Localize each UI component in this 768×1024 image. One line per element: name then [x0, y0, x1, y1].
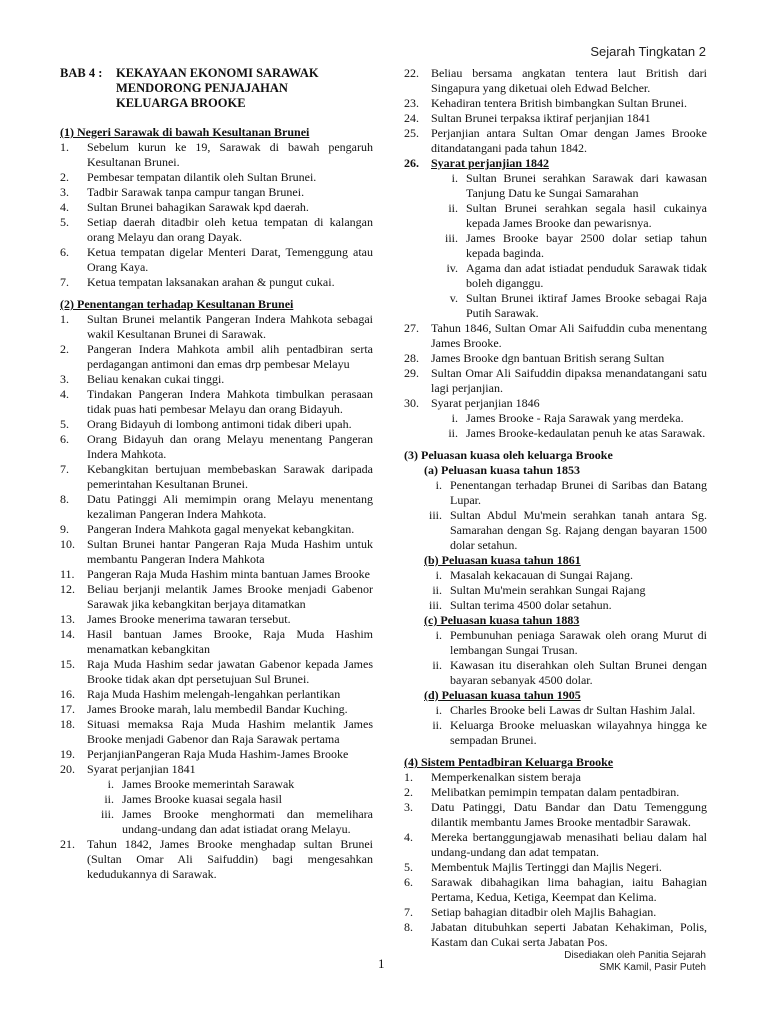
list-item-text: Sultan Brunei terpaksa iktiraf perjanjian 1841 — [431, 111, 651, 125]
list-item-text: PerjanjianPangeran Raja Muda Hashim-James Brooke — [87, 747, 349, 761]
list-item — [404, 785, 707, 800]
chapter-title-text: KEKAYAAN EKONOMI SARAWAK MENDORONG PENJAJAHAN KELUARGA BROOKE — [116, 66, 319, 110]
sub-item-text: Sultan Brunei iktiraf James Brooke sebagai Raja Putih Sarawak. — [466, 291, 707, 320]
chapter-number: BAB 4 : — [60, 66, 103, 80]
list-item — [404, 321, 707, 351]
sub-item — [404, 628, 707, 658]
list-item-number: 5. — [60, 215, 69, 229]
list-item-number: 2. — [60, 170, 69, 184]
sub-item — [404, 291, 707, 321]
list-item-number: 3. — [60, 372, 69, 386]
list-item-text: Ketua tempatan laksanakan arahan & pungut cukai. — [87, 275, 335, 289]
section-3a-heading: (a) Peluasan kuasa tahun 1853 — [424, 463, 581, 477]
section-1-heading: (1) Negeri Sarawak di bawah Kesultanan Brunei — [60, 125, 310, 139]
list-item — [404, 111, 707, 126]
list-item — [404, 905, 707, 920]
list-item-text: Datu Patinggi, Datu Bandar dan Datu Temenggung dilantik membantu James Brooke mentadbir Sarawak. — [431, 800, 707, 829]
list-item-text: Beliau berjanji melantik James Brooke menjadi Gabenor Sarawak jika kebangkitan berjaya ditamatkan — [87, 582, 373, 611]
sub-item-text: Sultan Brunei serahkan segala hasil cukainya kepada James Brooke dan pewarisnya. — [466, 201, 707, 230]
list-item-text: Jabatan ditubuhkan seperti Jabatan Kehakiman, Polis, Kastam dan Cukai serta Jabatan Pos. — [431, 920, 707, 949]
sub-item-text: Sultan Mu'mein serahkan Sungai Rajang — [450, 583, 646, 597]
list-item-text: Tahun 1846, Sultan Omar Ali Saifuddin cuba menentang James Brooke. — [431, 321, 707, 350]
list-item-number: 8. — [60, 492, 69, 506]
sub-item-text: James Brooke-kedaulatan penuh ke atas Sarawak. — [466, 426, 706, 440]
list-item-number: 27. — [404, 321, 419, 335]
sub-item — [404, 568, 707, 583]
sub-item — [404, 478, 707, 508]
list-item-text: Sarawak dibahagikan lima bahagian, iaitu Bahagian Pertama, Kedua, Ketiga, Keempat dan Kelima. — [431, 875, 707, 904]
list-item-number: 15. — [60, 657, 75, 671]
sub-item — [404, 598, 707, 613]
list-item-text: Sultan Brunei melantik Pangeran Indera Mahkota sebagai wakil Kesultanan Brunei di Sarawak. — [87, 312, 373, 341]
list-item-number: 1. — [404, 770, 413, 784]
sub-item — [404, 583, 707, 598]
sub-item-text: James Brooke kuasai segala hasil — [122, 792, 282, 806]
sub-item-text: Keluarga Brooke meluaskan wilayahnya hingga ke sempadan Brunei. — [450, 718, 707, 747]
list-item-number: 6. — [404, 875, 413, 889]
sub-item — [404, 658, 707, 688]
list-item — [60, 275, 373, 290]
list-item-text: Beliau kenakan cukai tinggi. — [87, 372, 225, 386]
sub-item — [404, 508, 707, 553]
sub-item-text: James Brooke memerintah Sarawak — [122, 777, 295, 791]
list-item — [404, 96, 707, 111]
list-item-text: James Brooke marah, lalu membedil Bandar Kuching. — [87, 702, 348, 716]
list-item-text: Raja Muda Hashim melengah-lengahkan perlantikan — [87, 687, 341, 701]
sub-item — [60, 807, 373, 837]
list-item-text: Datu Patinggi Ali memimpin orang Melayu menentang kezaliman Pangeran Indera Mahkota. — [87, 492, 373, 521]
list-item — [404, 800, 707, 830]
list-item — [60, 372, 373, 387]
list-item-number: 28. — [404, 351, 419, 365]
list-item — [60, 612, 373, 627]
list-item — [60, 215, 373, 245]
list-item-number: 3. — [404, 800, 413, 814]
sub-item-numeral: ii. — [432, 658, 442, 672]
list-item-text: Situasi memaksa Raja Muda Hashim melantik James Brooke menjadi Gabenor dan Raja Sarawak pertama — [87, 717, 373, 746]
list-item-number: 10. — [60, 537, 75, 551]
list-item-number: 21. — [60, 837, 75, 851]
section-3b-heading: (b) Peluasan kuasa tahun 1861 — [424, 553, 581, 567]
list-item-number: 5. — [60, 417, 69, 431]
section-3b-list — [404, 568, 707, 613]
list-item — [60, 462, 373, 492]
list-item-number: 6. — [60, 432, 69, 446]
sub-item — [404, 718, 707, 748]
list-item-number: 5. — [404, 860, 413, 874]
list-item-text: Hasil bantuan James Brooke, Raja Muda Hashim menamatkan kebangkitan — [87, 627, 373, 656]
chapter-title — [60, 66, 373, 111]
list-item-number: 4. — [60, 387, 69, 401]
list-item-number: 1. — [60, 140, 69, 154]
list-item — [404, 770, 707, 785]
list-item-number: 2. — [60, 342, 69, 356]
page-footer — [564, 950, 706, 974]
list-item — [60, 170, 373, 185]
list-item — [60, 747, 373, 762]
list-item — [60, 687, 373, 702]
list-item — [404, 830, 707, 860]
list-item — [404, 860, 707, 875]
list-item-text: Ketua tempatan digelar Menteri Darat, Temenggung atau Orang Kaya. — [87, 245, 373, 274]
list-item-text: Pangeran Indera Mahkota ambil alih pentadbiran serta perdagangan antimoni dan emas drp pembesar Melayu — [87, 342, 373, 371]
footer-line-1: Disediakan oleh Panitia Sejarah — [564, 950, 706, 961]
sub-item-numeral: i. — [435, 703, 442, 717]
item-20-subitems — [60, 777, 373, 837]
list-item-number: 19. — [60, 747, 75, 761]
list-item-text: Perjanjian antara Sultan Omar dengan James Brooke ditandatangani pada tahun 1842. — [431, 126, 707, 155]
list-item-number: 6. — [60, 245, 69, 259]
sub-item-numeral: iii. — [428, 508, 442, 522]
section-3a-list — [404, 478, 707, 553]
list-item-text: Sebelum kurun ke 19, Sarawak di bawah pengaruh Kesultanan Brunei. — [87, 140, 373, 169]
list-item-text: Sultan Brunei hantar Pangeran Raja Muda Hashim untuk membantu Pangeran Indera Mahkota — [87, 537, 373, 566]
sub-item-numeral: i. — [435, 478, 442, 492]
list-item — [60, 657, 373, 687]
list-item-number: 22. — [404, 66, 419, 80]
list-item — [60, 702, 373, 717]
list-item-number: 8. — [404, 920, 413, 934]
section-2-continued-b — [404, 321, 707, 411]
section-1-list — [60, 140, 373, 290]
sub-item-text: James Brooke - Raja Sarawak yang merdeka. — [466, 411, 684, 425]
sub-item-numeral: i. — [435, 568, 442, 582]
list-item-number: 1. — [60, 312, 69, 326]
sub-item-text: Charles Brooke beli Lawas dr Sultan Hashim Jalal. — [450, 703, 696, 717]
list-item — [60, 582, 373, 612]
left-column — [60, 66, 373, 882]
sub-item-numeral: i. — [451, 411, 458, 425]
list-item-text: Beliau bersama angkatan tentera laut British dari Singapura yang diketuai oleh Edwad Belcher. — [431, 66, 707, 95]
sub-item-numeral: ii. — [432, 718, 442, 732]
list-item-text: Pangeran Indera Mahkota gagal menyekat kebangkitan. — [87, 522, 355, 536]
list-item — [60, 567, 373, 582]
sub-item-numeral: iii. — [444, 231, 458, 245]
list-item-text: Sultan Omar Ali Saifuddin dipaksa menandatangani satu lagi perjanjian. — [431, 366, 707, 395]
list-item — [404, 366, 707, 396]
sub-item — [404, 231, 707, 261]
page-header: Sejarah Tingkatan 2 — [590, 44, 706, 59]
sub-item — [404, 261, 707, 291]
list-item — [60, 492, 373, 522]
page-number: 1 — [378, 956, 385, 971]
list-item-text: Syarat perjanjian 1846 — [431, 396, 540, 410]
list-item-number: 12. — [60, 582, 75, 596]
list-item-number: 3. — [60, 185, 69, 199]
sub-item-numeral: iii. — [428, 598, 442, 612]
sub-item — [404, 703, 707, 718]
list-item-text: Syarat perjanjian 1841 — [87, 762, 196, 776]
list-item — [60, 417, 373, 432]
list-item-number: 4. — [60, 200, 69, 214]
list-item-number: 4. — [404, 830, 413, 844]
sub-item-text: Pembunuhan peniaga Sarawak oleh orang Murut di lembangan Sungai Trusan. — [450, 628, 707, 657]
section-4-heading: (4) Sistem Pentadbiran Keluarga Brooke — [404, 755, 614, 769]
list-item-number: 9. — [60, 522, 69, 536]
list-item — [60, 717, 373, 747]
section-3-heading: (3) Peluasan kuasa oleh keluarga Brooke — [404, 448, 613, 462]
sub-item — [404, 201, 707, 231]
sub-item-text: James Brooke bayar 2500 dolar setiap tahun kepada baginda. — [466, 231, 707, 260]
list-item-text: Orang Bidayuh di lombong antimoni tidak diberi upah. — [87, 417, 352, 431]
list-item-text: Setiap bahagian ditadbir oleh Majlis Bahagian. — [431, 905, 657, 919]
sub-item-text: Sultan Brunei serahkan Sarawak dari kawasan Tanjung Datu ke Sungai Samarahan — [466, 171, 707, 200]
list-item-text: James Brooke menerima tawaran tersebut. — [87, 612, 291, 626]
list-item — [60, 200, 373, 215]
list-item-text: Setiap daerah ditadbir oleh ketua tempatan di kalangan orang Melayu dan orang Dayak. — [87, 215, 373, 244]
sub-item-numeral: ii. — [448, 426, 458, 440]
list-item-text: Melibatkan pemimpin tempatan dalam pentadbiran. — [431, 785, 680, 799]
sub-item-numeral: i. — [107, 777, 114, 791]
sub-item-numeral: ii. — [432, 583, 442, 597]
section-2-list — [60, 312, 373, 777]
section-3c-list — [404, 628, 707, 688]
list-item-text: Mereka bertanggungjawab menasihati beliau dalam hal undang-undang dan adat tempatan. — [431, 830, 707, 859]
sub-item-numeral: iii. — [100, 807, 114, 821]
item-26-subitems — [404, 171, 707, 321]
section-2-continued-a — [404, 66, 707, 156]
sub-item-numeral: iv. — [446, 261, 458, 275]
list-item-number: 23. — [404, 96, 419, 110]
list-item-text: Sultan Brunei bahagikan Sarawak kpd daerah. — [87, 200, 309, 214]
list-item — [60, 762, 373, 777]
footer-line-2: SMK Kamil, Pasir Puteh — [599, 962, 706, 973]
list-item-text: Memperkenalkan sistem beraja — [431, 770, 581, 784]
section-3c-heading: (c) Peluasan kuasa tahun 1883 — [424, 613, 580, 627]
list-item-text: Orang Bidayuh dan orang Melayu menentang Pangeran Indera Mahkota. — [87, 432, 373, 461]
list-item-number: 7. — [60, 275, 69, 289]
sub-item-numeral: ii. — [104, 792, 114, 806]
sub-item-numeral: i. — [435, 628, 442, 642]
sub-item-numeral: i. — [451, 171, 458, 185]
list-item-text: Raja Muda Hashim sedar jawatan Gabenor kepada James Brooke tidak akan dpt persetujuan Sul Brunei. — [87, 657, 373, 686]
list-item-number: 7. — [404, 905, 413, 919]
list-item-text: Membentuk Majlis Tertinggi dan Majlis Negeri. — [431, 860, 662, 874]
list-item-number: 7. — [60, 462, 69, 476]
list-item-number: 13. — [60, 612, 75, 626]
list-item-number: 18. — [60, 717, 75, 731]
list-item — [60, 837, 373, 882]
list-item-number: 30. — [404, 396, 419, 410]
list-item — [404, 875, 707, 905]
sub-item-text: Masalah kekacauan di Sungai Rajang. — [450, 568, 633, 582]
list-item-text: Kehadiran tentera British bimbangkan Sultan Brunei. — [431, 96, 687, 110]
list-item — [60, 185, 373, 200]
sub-item — [404, 171, 707, 201]
item-30-subitems — [404, 411, 707, 441]
list-item-text: Pangeran Raja Muda Hashim minta bantuan James Brooke — [87, 567, 370, 581]
section-3d-list — [404, 703, 707, 748]
sub-item — [404, 411, 707, 426]
section-2-heading: (2) Penentangan terhadap Kesultanan Brunei — [60, 297, 294, 311]
sub-item-text: Sultan Abdul Mu'mein serahkan tanah antara Sg. Samarahan dengan Sg. Rajang dengan bayaran 1500 dolar setahun. — [450, 508, 707, 552]
sub-item — [60, 792, 373, 807]
list-item — [60, 432, 373, 462]
list-item-number: 11. — [60, 567, 75, 581]
list-item-text: Pembesar tempatan dilantik oleh Sultan Brunei. — [87, 170, 317, 184]
item-21 — [60, 837, 373, 882]
right-column — [404, 66, 707, 950]
list-item — [404, 396, 707, 411]
list-item — [60, 537, 373, 567]
list-item-number: 24. — [404, 111, 419, 125]
list-item — [404, 351, 707, 366]
list-item — [404, 126, 707, 156]
list-item — [60, 140, 373, 170]
list-item-text: James Brooke dgn bantuan British serang Sultan — [431, 351, 665, 365]
sub-item-text: Penentangan terhadap Brunei di Saribas dan Batang Lupar. — [450, 478, 707, 507]
sub-item-text: Kawasan itu diserahkan oleh Sultan Brunei dengan bayaran sebanyak 4500 dolar. — [450, 658, 707, 687]
section-3d-heading: (d) Peluasan kuasa tahun 1905 — [424, 688, 581, 702]
list-item-text: Tadbir Sarawak tanpa campur tangan Brunei. — [87, 185, 305, 199]
list-item-number: 20. — [60, 762, 75, 776]
list-item-number: 2. — [404, 785, 413, 799]
list-item-number: 17. — [60, 702, 75, 716]
sub-item-numeral: ii. — [448, 201, 458, 215]
list-item-number: 14. — [60, 627, 75, 641]
list-item — [60, 342, 373, 372]
list-item — [60, 387, 373, 417]
list-item — [60, 522, 373, 537]
list-item — [60, 312, 373, 342]
sub-item-text: Sultan terima 4500 dolar setahun. — [450, 598, 612, 612]
sub-item — [60, 777, 373, 792]
list-item — [404, 66, 707, 96]
list-item-number: 25. — [404, 126, 419, 140]
section-4-list — [404, 770, 707, 950]
sub-item-text: James Brooke menghormati dan memelihara undang-undang dan adat istiadat orang Melayu. — [122, 807, 373, 836]
sub-item-text: Agama dan adat istiadat penduduk Sarawak tidak boleh diganggu. — [466, 261, 707, 290]
list-item-text: Tindakan Pangeran Indera Mahkota timbulkan perasaan tidak puas hati pembesar Melayu dan orang Bidayuh. — [87, 387, 373, 416]
list-item-text: Kebangkitan bertujuan membebaskan Sarawak daripada pemerintahan Kesultanan Brunei. — [87, 462, 373, 491]
list-item — [404, 920, 707, 950]
list-item — [60, 627, 373, 657]
list-item-text: Tahun 1842, James Brooke menghadap sultan Brunei (Sultan Omar Ali Saifuddin) bagi mengesahkan kedudukannya di Sarawak. — [87, 837, 373, 881]
list-item-number: 16. — [60, 687, 75, 701]
sub-item — [404, 426, 707, 441]
list-item-26: 26. Syarat perjanjian 1842 — [404, 156, 549, 170]
list-item-number: 29. — [404, 366, 419, 380]
sub-item-numeral: v. — [449, 291, 458, 305]
list-item — [60, 245, 373, 275]
